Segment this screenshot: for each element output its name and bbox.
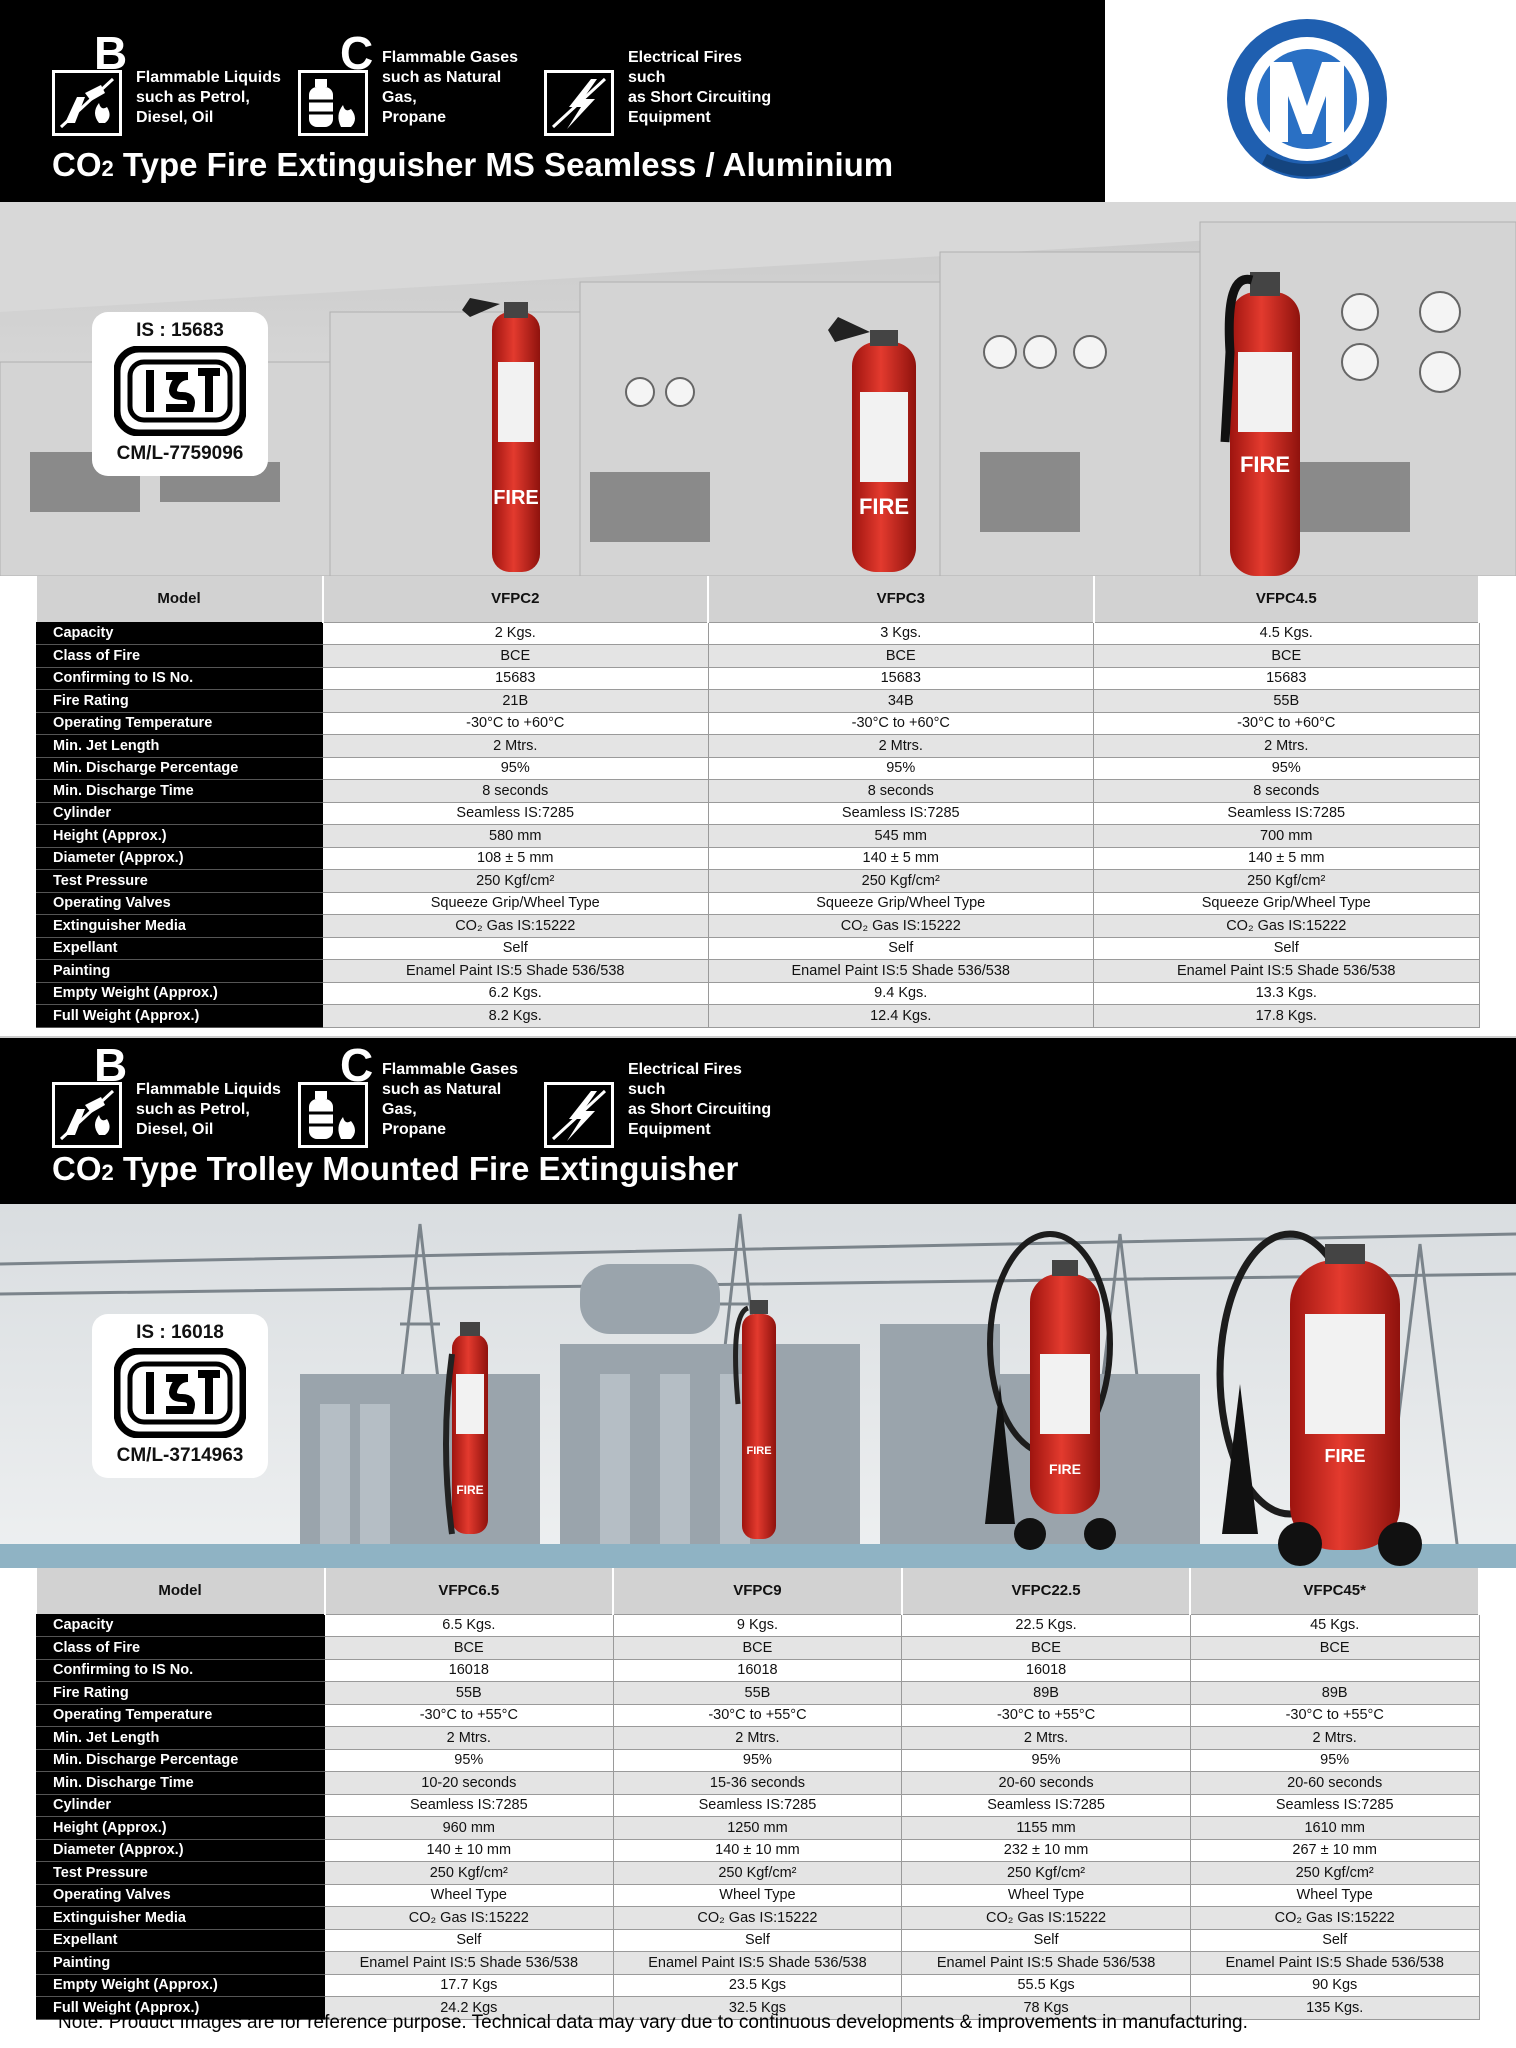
fire-class-description-line: as Short Circuiting xyxy=(628,1101,772,1118)
isi-mark-icon xyxy=(114,1348,246,1438)
table-row xyxy=(37,1704,1480,1727)
row-value: 8 seconds xyxy=(708,780,1094,803)
row-value: 267 ± 10 mm xyxy=(1190,1839,1479,1862)
row-value: 34B xyxy=(708,690,1094,713)
isi-certification-badge-1 xyxy=(92,312,268,476)
fire-class-description-line: Equipment xyxy=(628,1121,711,1138)
row-value: -30°C to +60°C xyxy=(1094,712,1480,735)
section1-photo xyxy=(0,202,1516,576)
row-value: Seamless IS:7285 xyxy=(323,802,709,825)
row-label: Test Pressure xyxy=(37,1862,325,1885)
row-label: Confirming to IS No. xyxy=(37,667,323,690)
row-value: Seamless IS:7285 xyxy=(1094,802,1480,825)
row-value: 89B xyxy=(902,1682,1191,1705)
table-row xyxy=(37,735,1480,758)
row-value: 95% xyxy=(323,757,709,780)
row-value: 95% xyxy=(902,1749,1191,1772)
row-value: 232 ± 10 mm xyxy=(902,1839,1191,1862)
row-label: Test Pressure xyxy=(37,870,323,893)
row-value: 55B xyxy=(325,1682,614,1705)
fire-class-description-line: Equipment xyxy=(628,109,711,126)
row-value: 95% xyxy=(708,757,1094,780)
fire-class-letter: C xyxy=(340,1039,374,1091)
row-label: Min. Discharge Time xyxy=(37,780,323,803)
row-value: 45 Kgs. xyxy=(1190,1614,1479,1637)
row-value: Wheel Type xyxy=(325,1884,614,1907)
fire-class-description-line: as Short Circuiting xyxy=(628,89,772,106)
row-label: Operating Temperature xyxy=(37,1704,325,1727)
fire-class-description xyxy=(382,48,532,128)
section1-header xyxy=(0,0,1105,202)
row-label: Min. Jet Length xyxy=(37,1727,325,1750)
header-model-name: VFPC2 xyxy=(323,576,709,622)
row-value: CO₂ Gas IS:15222 xyxy=(902,1907,1191,1930)
table-row xyxy=(37,1637,1480,1660)
table-row xyxy=(37,757,1480,780)
table-row xyxy=(37,1727,1480,1750)
row-value: BCE xyxy=(325,1637,614,1660)
row-value: CO₂ Gas IS:15222 xyxy=(1190,1907,1479,1930)
header-model: Model xyxy=(37,576,323,622)
fire-class-description-line: such as Petrol, xyxy=(136,1101,250,1118)
company-logo xyxy=(1222,14,1392,184)
row-label: Fire Rating xyxy=(37,1682,325,1705)
row-value: 250 Kgf/cm² xyxy=(325,1862,614,1885)
table-row xyxy=(37,1614,1480,1637)
row-label: Cylinder xyxy=(37,802,323,825)
flammable-gas-icon xyxy=(298,70,368,136)
fire-class-e xyxy=(544,30,778,138)
row-label: Min. Discharge Percentage xyxy=(37,757,323,780)
table-row xyxy=(37,960,1480,983)
table-header-row xyxy=(37,1568,1480,1614)
svg-text:FIRE: FIRE xyxy=(1239,452,1291,477)
row-value: 23.5 Kgs xyxy=(613,1974,902,1997)
electrical-fire-icon xyxy=(544,70,614,136)
fire-class-description-line: Flammable Liquids xyxy=(136,69,281,86)
row-value: 2 Mtrs. xyxy=(325,1727,614,1750)
row-value: CO₂ Gas IS:15222 xyxy=(325,1907,614,1930)
row-label: Painting xyxy=(37,960,323,983)
fire-class-icon-box xyxy=(298,1039,374,1150)
table-row xyxy=(37,667,1480,690)
row-value: 2 Mtrs. xyxy=(613,1727,902,1750)
row-value: Enamel Paint IS:5 Shade 536/538 xyxy=(323,960,709,983)
row-label: Expellant xyxy=(37,937,323,960)
row-value: BCE xyxy=(708,645,1094,668)
row-value: 2 Mtrs. xyxy=(1190,1727,1479,1750)
row-value: 700 mm xyxy=(1094,825,1480,848)
svg-text:FIRE: FIRE xyxy=(456,1483,484,1497)
row-value: 55B xyxy=(613,1682,902,1705)
row-label: Operating Valves xyxy=(37,1884,325,1907)
table-row xyxy=(37,915,1480,938)
row-value: 1610 mm xyxy=(1190,1817,1479,1840)
table-row xyxy=(37,1659,1480,1682)
row-value: Self xyxy=(613,1929,902,1952)
row-value: Enamel Paint IS:5 Shade 536/538 xyxy=(1190,1952,1479,1975)
table-row xyxy=(37,1862,1480,1885)
row-label: Full Weight (Approx.) xyxy=(37,1005,323,1028)
svg-text:FIRE: FIRE xyxy=(493,487,539,509)
row-label: Diameter (Approx.) xyxy=(37,1839,325,1862)
row-value xyxy=(1190,1659,1479,1682)
fire-class-description-line: Diesel, Oil xyxy=(136,1121,214,1138)
flammable-liquid-icon xyxy=(52,1082,122,1148)
row-value: CO₂ Gas IS:15222 xyxy=(613,1907,902,1930)
row-value: 15-36 seconds xyxy=(613,1772,902,1795)
fire-class-description-line: such as Natural Gas, xyxy=(382,1081,502,1118)
row-value: 24.2 Kgs xyxy=(325,1997,614,2020)
table-row xyxy=(37,982,1480,1005)
row-value: 250 Kgf/cm² xyxy=(708,870,1094,893)
table-row xyxy=(37,780,1480,803)
table-row xyxy=(37,1884,1480,1907)
row-label: Diameter (Approx.) xyxy=(37,847,323,870)
svg-text:FIRE: FIRE xyxy=(1049,1461,1081,1477)
electrical-fire-icon xyxy=(544,1082,614,1148)
row-value: 90 Kgs xyxy=(1190,1974,1479,1997)
table-row xyxy=(37,1929,1480,1952)
table-row xyxy=(37,1005,1480,1028)
fire-class-icon-box xyxy=(298,27,374,138)
table-row xyxy=(37,1794,1480,1817)
header-model-name: VFPC4.5 xyxy=(1094,576,1480,622)
table-row xyxy=(37,1749,1480,1772)
row-value: 1155 mm xyxy=(902,1817,1191,1840)
row-value: Seamless IS:7285 xyxy=(708,802,1094,825)
row-value: BCE xyxy=(1094,645,1480,668)
flammable-gas-icon xyxy=(298,1082,368,1148)
row-value: 22.5 Kgs. xyxy=(902,1614,1191,1637)
section2-photo xyxy=(0,1204,1516,1568)
row-value: 250 Kgf/cm² xyxy=(1190,1862,1479,1885)
table-row xyxy=(37,1682,1480,1705)
table-row xyxy=(37,937,1480,960)
fire-class-description xyxy=(628,48,778,128)
row-label: Height (Approx.) xyxy=(37,825,323,848)
row-value: -30°C to +60°C xyxy=(323,712,709,735)
table-row xyxy=(37,690,1480,713)
row-value: Enamel Paint IS:5 Shade 536/538 xyxy=(708,960,1094,983)
fire-class-icon-box xyxy=(52,1039,128,1150)
row-label: Empty Weight (Approx.) xyxy=(37,1974,325,1997)
row-value: 15683 xyxy=(708,667,1094,690)
row-value: Self xyxy=(708,937,1094,960)
row-value: 140 ± 10 mm xyxy=(613,1839,902,1862)
row-value: 8 seconds xyxy=(323,780,709,803)
row-value: 95% xyxy=(613,1749,902,1772)
row-value: 140 ± 5 mm xyxy=(708,847,1094,870)
fire-class-description xyxy=(136,68,286,128)
section2-spec-table xyxy=(36,1568,1480,2020)
row-value: 12.4 Kgs. xyxy=(708,1005,1094,1028)
isi-certification-badge-2 xyxy=(92,1314,268,1478)
extinguisher-vfpc6-5-image xyxy=(446,1322,488,1534)
row-value: Self xyxy=(325,1929,614,1952)
row-value: 15683 xyxy=(323,667,709,690)
row-value: Squeeze Grip/Wheel Type xyxy=(1094,892,1480,915)
row-value: 140 ± 5 mm xyxy=(1094,847,1480,870)
fire-class-icon-box xyxy=(52,27,128,138)
row-value: -30°C to +55°C xyxy=(613,1704,902,1727)
row-value: -30°C to +60°C xyxy=(708,712,1094,735)
row-value: Wheel Type xyxy=(613,1884,902,1907)
row-value: 2 Mtrs. xyxy=(902,1727,1191,1750)
row-value: 108 ± 5 mm xyxy=(323,847,709,870)
row-value: CO₂ Gas IS:15222 xyxy=(323,915,709,938)
fire-class-description xyxy=(136,1080,286,1140)
row-value: Squeeze Grip/Wheel Type xyxy=(708,892,1094,915)
row-value: Seamless IS:7285 xyxy=(325,1794,614,1817)
header-model-name: VFPC22.5 xyxy=(902,1568,1191,1614)
row-value: 16018 xyxy=(325,1659,614,1682)
table-row xyxy=(37,622,1480,645)
row-value: 21B xyxy=(323,690,709,713)
row-value: 250 Kgf/cm² xyxy=(902,1862,1191,1885)
row-value: CO₂ Gas IS:15222 xyxy=(708,915,1094,938)
row-value: CO₂ Gas IS:15222 xyxy=(1094,915,1480,938)
section1-spec-table xyxy=(36,576,1480,1028)
row-label: Class of Fire xyxy=(37,645,323,668)
table-row xyxy=(37,1839,1480,1862)
row-value: 32.5 Kgs xyxy=(613,1997,902,2020)
row-value: 9 Kgs. xyxy=(613,1614,902,1637)
extinguisher-vfpc4-5-image xyxy=(1225,272,1300,576)
row-value: Self xyxy=(1094,937,1480,960)
row-value: 3 Kgs. xyxy=(708,622,1094,645)
table-row xyxy=(37,1974,1480,1997)
isi-licence-number: CM/L-3714963 xyxy=(116,1445,244,1466)
row-value: -30°C to +55°C xyxy=(1190,1704,1479,1727)
fire-class-icon-box xyxy=(544,1042,618,1150)
header-model-name: VFPC6.5 xyxy=(325,1568,614,1614)
fire-class-c xyxy=(298,27,532,138)
fire-class-b xyxy=(52,1039,286,1150)
row-value: BCE xyxy=(1190,1637,1479,1660)
row-value: 16018 xyxy=(902,1659,1191,1682)
row-value: Seamless IS:7285 xyxy=(613,1794,902,1817)
row-value: Self xyxy=(902,1929,1191,1952)
row-label: Capacity xyxy=(37,1614,325,1637)
row-label: Min. Jet Length xyxy=(37,735,323,758)
row-value: 89B xyxy=(1190,1682,1479,1705)
isi-mark-icon xyxy=(114,346,246,436)
row-value: Wheel Type xyxy=(1190,1884,1479,1907)
row-label: Operating Valves xyxy=(37,892,323,915)
row-value: 250 Kgf/cm² xyxy=(323,870,709,893)
row-label: Min. Discharge Percentage xyxy=(37,1749,325,1772)
row-value: 6.2 Kgs. xyxy=(323,982,709,1005)
row-value: 95% xyxy=(325,1749,614,1772)
table-row xyxy=(37,1907,1480,1930)
flammable-liquid-icon xyxy=(52,70,122,136)
row-value: 95% xyxy=(1094,757,1480,780)
row-value: 6.5 Kgs. xyxy=(325,1614,614,1637)
row-value: 2 Mtrs. xyxy=(708,735,1094,758)
svg-text:FIRE: FIRE xyxy=(1324,1446,1366,1466)
fire-class-description-line: Flammable Gases xyxy=(382,1061,519,1078)
header-model-name: VFPC45* xyxy=(1190,1568,1479,1614)
fire-class-description-line: Propane xyxy=(382,1121,447,1138)
fire-class-description xyxy=(382,1060,532,1140)
table-row xyxy=(37,1817,1480,1840)
row-value: 2 Mtrs. xyxy=(1094,735,1480,758)
isi-standard: IS : 15683 xyxy=(136,320,224,341)
fire-classes xyxy=(52,27,790,138)
row-value: 9.4 Kgs. xyxy=(708,982,1094,1005)
row-value: BCE xyxy=(323,645,709,668)
row-value: 140 ± 10 mm xyxy=(325,1839,614,1862)
header-model: Model xyxy=(37,1568,325,1614)
row-value: 4.5 Kgs. xyxy=(1094,622,1480,645)
row-value: 20-60 seconds xyxy=(1190,1772,1479,1795)
row-value: 55.5 Kgs xyxy=(902,1974,1191,1997)
row-value: BCE xyxy=(902,1637,1191,1660)
row-value: BCE xyxy=(613,1637,902,1660)
fire-class-description-line: Flammable Liquids xyxy=(136,1081,281,1098)
row-label: Height (Approx.) xyxy=(37,1817,325,1840)
table-row xyxy=(37,870,1480,893)
row-label: Full Weight (Approx.) xyxy=(37,1997,325,2020)
row-value: Enamel Paint IS:5 Shade 536/538 xyxy=(613,1952,902,1975)
fire-class-e xyxy=(544,1042,778,1150)
row-label: Class of Fire xyxy=(37,1637,325,1660)
table-row xyxy=(37,825,1480,848)
row-value: Self xyxy=(323,937,709,960)
row-value: 1250 mm xyxy=(613,1817,902,1840)
row-label: Empty Weight (Approx.) xyxy=(37,982,323,1005)
svg-text:FIRE: FIRE xyxy=(746,1445,772,1457)
row-label: Extinguisher Media xyxy=(37,1907,325,1930)
row-value: 8.2 Kgs. xyxy=(323,1005,709,1028)
fire-class-letter: C xyxy=(340,27,374,79)
row-label: Min. Discharge Time xyxy=(37,1772,325,1795)
row-value: 17.7 Kgs xyxy=(325,1974,614,1997)
fire-class-b xyxy=(52,27,286,138)
row-value: Squeeze Grip/Wheel Type xyxy=(323,892,709,915)
row-value: 17.8 Kgs. xyxy=(1094,1005,1480,1028)
row-value: 8 seconds xyxy=(1094,780,1480,803)
header-model-name: VFPC9 xyxy=(613,1568,902,1614)
fire-class-letter: B xyxy=(94,1039,128,1091)
table-row xyxy=(37,645,1480,668)
row-value: 13.3 Kgs. xyxy=(1094,982,1480,1005)
section2-title: CO2 Type Trolley Mounted Fire Extinguisher xyxy=(52,1150,739,1187)
section2-header xyxy=(0,1038,1516,1204)
row-value: -30°C to +55°C xyxy=(902,1704,1191,1727)
row-label: Operating Temperature xyxy=(37,712,323,735)
row-value: 250 Kgf/cm² xyxy=(1094,870,1480,893)
row-label: Fire Rating xyxy=(37,690,323,713)
fire-class-description-line: Electrical Fires such xyxy=(628,1061,742,1098)
fire-class-c xyxy=(298,1039,532,1150)
table-header-row xyxy=(37,576,1480,622)
header-model-name: VFPC3 xyxy=(708,576,1094,622)
svg-text:FIRE: FIRE xyxy=(858,494,910,519)
disclaimer-note: Note: Product Images are for reference purpose. Technical data may vary due to continuous developments & improvements in manufacturing. xyxy=(58,2012,1248,2033)
row-label: Confirming to IS No. xyxy=(37,1659,325,1682)
fire-class-description-line: Diesel, Oil xyxy=(136,109,214,126)
row-value: 16018 xyxy=(613,1659,902,1682)
row-label: Capacity xyxy=(37,622,323,645)
fire-class-description xyxy=(628,1060,778,1140)
row-label: Extinguisher Media xyxy=(37,915,323,938)
fire-class-letter: B xyxy=(94,27,128,79)
row-value: Enamel Paint IS:5 Shade 536/538 xyxy=(325,1952,614,1975)
table-row xyxy=(37,892,1480,915)
fire-class-icon-box xyxy=(544,30,618,138)
row-value: Self xyxy=(1190,1929,1479,1952)
fire-class-description-line: Electrical Fires such xyxy=(628,49,742,86)
table-row xyxy=(37,1772,1480,1795)
row-value: 2 Mtrs. xyxy=(323,735,709,758)
row-label: Painting xyxy=(37,1952,325,1975)
fire-class-description-line: such as Petrol, xyxy=(136,89,250,106)
row-label: Expellant xyxy=(37,1929,325,1952)
row-value: Enamel Paint IS:5 Shade 536/538 xyxy=(902,1952,1191,1975)
fire-class-description-line: Flammable Gases xyxy=(382,49,519,66)
row-value: Enamel Paint IS:5 Shade 536/538 xyxy=(1094,960,1480,983)
table-row xyxy=(37,712,1480,735)
row-value: 250 Kgf/cm² xyxy=(613,1862,902,1885)
table-row xyxy=(37,802,1480,825)
fire-class-description-line: Propane xyxy=(382,109,447,126)
row-label: Cylinder xyxy=(37,1794,325,1817)
row-value: 545 mm xyxy=(708,825,1094,848)
row-value: Wheel Type xyxy=(902,1884,1191,1907)
row-value: 20-60 seconds xyxy=(902,1772,1191,1795)
row-value: Seamless IS:7285 xyxy=(1190,1794,1479,1817)
fire-class-description-line: such as Natural Gas, xyxy=(382,69,502,106)
isi-standard: IS : 16018 xyxy=(136,1322,224,1343)
row-value: Seamless IS:7285 xyxy=(902,1794,1191,1817)
row-value: 10-20 seconds xyxy=(325,1772,614,1795)
row-value: 78 Kgs xyxy=(902,1997,1191,2020)
row-value: 15683 xyxy=(1094,667,1480,690)
fire-classes xyxy=(52,1039,790,1150)
row-value: 95% xyxy=(1190,1749,1479,1772)
row-value: 580 mm xyxy=(323,825,709,848)
row-value: -30°C to +55°C xyxy=(325,1704,614,1727)
isi-licence-number: CM/L-7759096 xyxy=(116,443,244,464)
row-value: 960 mm xyxy=(325,1817,614,1840)
table-row xyxy=(37,847,1480,870)
table-row xyxy=(37,1952,1480,1975)
row-value: 135 Kgs. xyxy=(1190,1997,1479,2020)
row-value: 55B xyxy=(1094,690,1480,713)
row-value: 2 Kgs. xyxy=(323,622,709,645)
section1-title: CO2 Type Fire Extinguisher MS Seamless / Aluminium xyxy=(52,146,894,183)
